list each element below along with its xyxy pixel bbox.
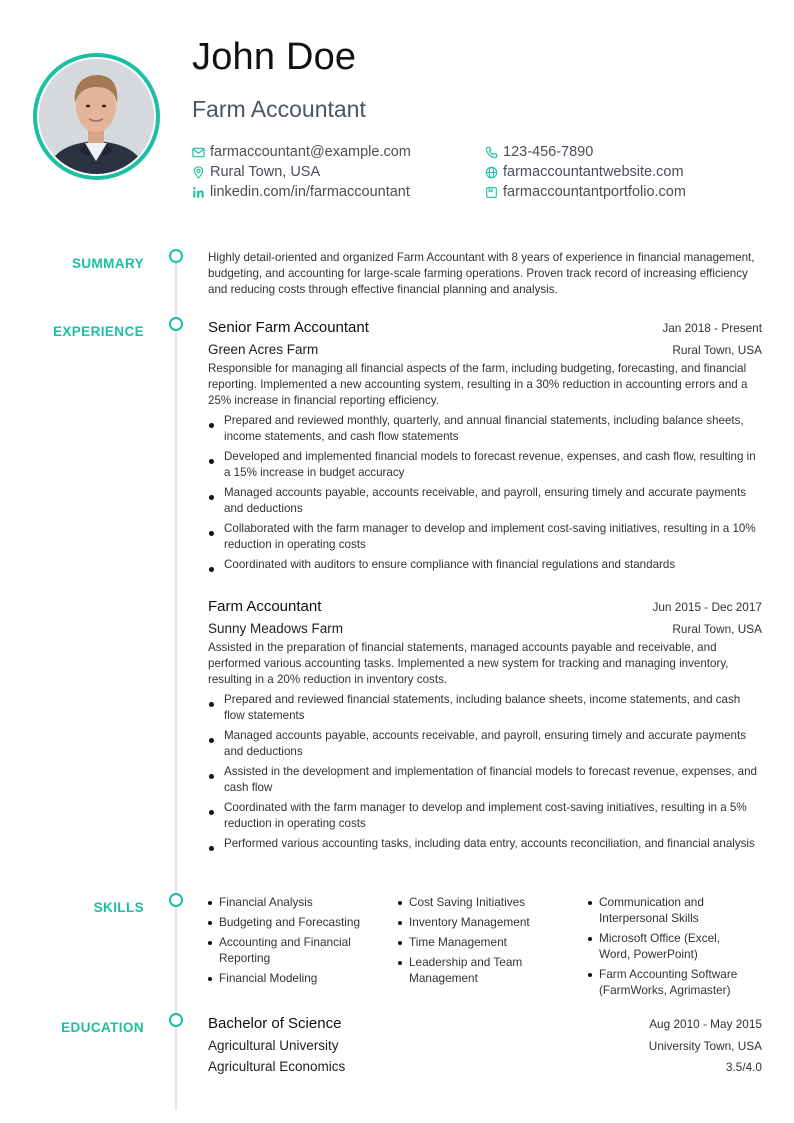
- skill-item: Cost Saving Initiatives: [398, 894, 578, 910]
- skill-item: Financial Modeling: [208, 970, 388, 986]
- skill-item: Financial Analysis: [208, 894, 388, 910]
- skill-item: Budgeting and Forecasting: [208, 914, 388, 930]
- education-school: Agricultural University: [208, 1038, 339, 1053]
- experience-heading: EXPERIENCE: [52, 324, 144, 339]
- summary-section: [208, 250, 762, 298]
- education-timeline-dot: [169, 1013, 183, 1027]
- skills-timeline-dot: [169, 893, 183, 907]
- education-location: University Town, USA: [648, 1039, 762, 1053]
- job-description: Responsible for managing all financial aspects of the farm, including budgeting, forecasting, and financial reporting. Implemented a new accounting system, resulting in a 30% reduction in accounting errors and a 25% increase in financial reporting efficiency.: [208, 362, 748, 407]
- job-company-row: [208, 342, 762, 357]
- education-field-row: [208, 1059, 762, 1074]
- skill-item: Microsoft Office (Excel, Word, PowerPoint): [588, 930, 738, 962]
- job-description: Assisted in the preparation of financial statements, managed accounts payable and receivable, and performed various accounting tasks. Implemented a new system for tracking and managing inventory, resulting in a 20% reduction in inventory costs.: [208, 641, 729, 686]
- list-item: Prepared and reviewed monthly, quarterly, and annual financial statements, including balance sheets, income statements, and cash flow statements: [208, 413, 762, 445]
- job-dates: Jun 2015 - Dec 2017: [652, 600, 762, 614]
- list-item: Managed accounts payable, accounts receivable, and payroll, ensuring timely and accurate payments and deductions: [208, 728, 762, 760]
- skill-item: Leadership and Team Management: [398, 954, 538, 986]
- contact-phone[interactable]: [485, 142, 593, 162]
- education-field: Agricultural Economics: [208, 1059, 346, 1074]
- contact-email[interactable]: [192, 142, 411, 162]
- website-text[interactable]: farmaccountantwebsite.com: [503, 164, 684, 180]
- list-item: Performed various accounting tasks, including data entry, accounts reconciliation, and financial analysis: [208, 836, 762, 852]
- contact-website[interactable]: [485, 162, 684, 182]
- education-entry: [208, 1015, 762, 1074]
- globe-icon: [485, 166, 498, 179]
- list-item: Assisted in the development and implementation of financial models to forecast revenue, expenses, and cash flow: [208, 764, 762, 796]
- portfolio-icon: [485, 186, 498, 199]
- job-location: Rural Town, USA: [672, 622, 762, 636]
- phone-icon: [485, 146, 498, 159]
- skills-column-2: [398, 894, 578, 990]
- skill-item: Accounting and Financial Reporting: [208, 934, 368, 966]
- skill-item: Time Management: [398, 934, 578, 950]
- list-item: Developed and implemented financial models to forecast revenue, expenses, and cash flow, resulting in a 15% increase in budget accuracy: [208, 449, 762, 481]
- portfolio-text[interactable]: farmaccountantportfolio.com: [503, 184, 686, 200]
- skills-heading: SKILLS: [93, 900, 144, 915]
- experience-timeline-dot: [169, 317, 183, 331]
- contact-portfolio[interactable]: [485, 182, 686, 202]
- summary-heading: SUMMARY: [71, 256, 144, 271]
- job-company: Sunny Meadows Farm: [208, 621, 344, 636]
- timeline-line: [175, 256, 177, 1110]
- list-item: Collaborated with the farm manager to develop and implement cost-saving initiatives, resulting in a 10% reduction in operating costs: [208, 521, 762, 553]
- contact-linkedin[interactable]: [192, 182, 410, 202]
- contact-location: [192, 162, 320, 182]
- job-title: Senior Farm Accountant: [208, 319, 369, 336]
- skill-item: Communication and Interpersonal Skills: [588, 894, 718, 926]
- map-pin-icon: [192, 166, 205, 179]
- job-entry: [208, 598, 762, 852]
- linkedin-text[interactable]: linkedin.com/in/farmaccountant: [210, 184, 410, 200]
- job-location: Rural Town, USA: [672, 343, 762, 357]
- job-header: [208, 598, 762, 615]
- education-degree-row: [208, 1015, 762, 1032]
- candidate-title: Farm Accountant: [192, 96, 366, 122]
- summary-timeline-dot: [169, 249, 183, 263]
- job-entry: [208, 319, 762, 573]
- list-item: Prepared and reviewed financial statements, including balance sheets, income statements, and cash flow statements: [208, 692, 762, 724]
- person-photo-icon: [39, 59, 154, 174]
- skill-item: Inventory Management: [398, 914, 578, 930]
- job-bullets: [208, 413, 762, 573]
- email-text[interactable]: farmaccountant@example.com: [210, 144, 411, 160]
- skills-column-1: [208, 894, 388, 990]
- skills-column-3: [588, 894, 758, 1002]
- job-header: [208, 319, 762, 336]
- job-company-row: [208, 621, 762, 636]
- education-dates: Aug 2010 - May 2015: [649, 1017, 762, 1031]
- list-item: Coordinated with auditors to ensure compliance with financial regulations and standards: [208, 557, 762, 573]
- education-heading: EDUCATION: [61, 1020, 144, 1035]
- summary-text: Highly detail-oriented and organized Farm Accountant with 8 years of experience in financial management, budgeting, and accounting for large-scale farming operations. Proven track record of increasing efficiency and reducing costs through effective financial planning and analysis.: [208, 251, 755, 296]
- profile-photo-frame: [33, 53, 160, 180]
- linkedin-icon: [192, 186, 205, 199]
- location-text: Rural Town, USA: [210, 164, 321, 180]
- list-item: Coordinated with the farm manager to develop and implement cost-saving initiatives, resulting in a 5% reduction in operating costs: [208, 800, 762, 832]
- candidate-name: John Doe: [192, 36, 357, 78]
- education-degree: Bachelor of Science: [208, 1015, 342, 1032]
- education-gpa: 3.5/4.0: [725, 1060, 762, 1074]
- skill-item: Farm Accounting Software (FarmWorks, Agrimaster): [588, 966, 758, 998]
- profile-photo: [39, 59, 154, 174]
- list-item: Managed accounts payable, accounts receivable, and payroll, ensuring timely and accurate payments and deductions: [208, 485, 762, 517]
- mail-icon: [192, 146, 205, 159]
- phone-text[interactable]: 123-456-7890: [503, 144, 594, 160]
- job-bullets: [208, 692, 762, 852]
- job-company: Green Acres Farm: [208, 342, 319, 357]
- job-title: Farm Accountant: [208, 598, 322, 615]
- education-school-row: [208, 1038, 762, 1053]
- job-dates: Jan 2018 - Present: [662, 321, 762, 335]
